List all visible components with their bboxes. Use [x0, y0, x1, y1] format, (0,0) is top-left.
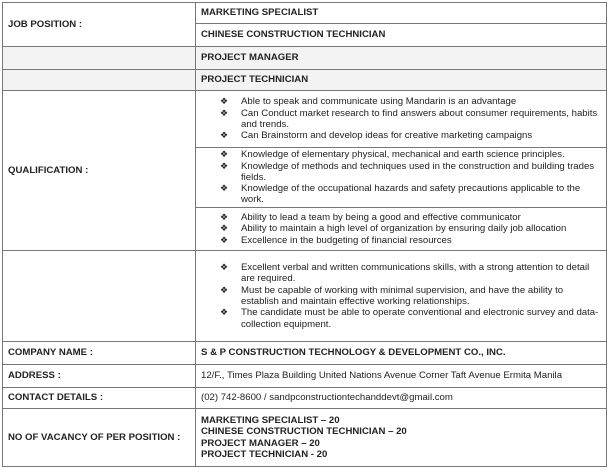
job-posting-table — [2, 2, 607, 467]
empty-label-cell — [3, 251, 196, 342]
qualification-label: QUALIFICATION : — [3, 91, 196, 251]
position-project-manager: PROJECT MANAGER — [196, 47, 607, 70]
qualification-group-2 — [196, 148, 607, 208]
diamond-bullet-icon: ❖ — [220, 234, 229, 245]
qualification-item: ❖ Can Conduct market research to find answers about consumer requirements, habits and trends. — [220, 107, 598, 130]
position-chinese-construction-technician: CHINESE CONSTRUCTION TECHNICIAN — [196, 24, 607, 47]
diamond-bullet-icon: ❖ — [220, 107, 229, 118]
diamond-bullet-icon: ❖ — [220, 96, 229, 107]
address-value: 12/F., Times Plaza Building United Nations Avenue Corner Taft Avenue Ermita Manila — [196, 365, 607, 388]
qualification-group-4 — [196, 251, 607, 342]
diamond-bullet-icon: ❖ — [220, 212, 229, 223]
company-name-value: S & P CONSTRUCTION TECHNOLOGY & DEVELOPMENT CO., INC. — [196, 342, 607, 365]
qualification-item: ❖ Knowledge of the occupational hazards and safety precautions applicable to the work. — [220, 183, 581, 206]
empty-label-cell — [3, 47, 196, 70]
address-label: ADDRESS : — [3, 365, 196, 388]
qualification-item: ❖ Ability to lead a team by being a good and effective communicator — [220, 212, 521, 224]
diamond-bullet-icon: ❖ — [220, 262, 229, 273]
job-position-label: JOB POSITION : — [3, 3, 196, 47]
vacancy-list — [196, 409, 607, 467]
qualification-item: ❖ Knowledge of methods and techniques used in the construction and building trades fields. — [220, 160, 595, 183]
vacancy-line: CHINESE CONSTRUCTION TECHNICIAN – 20 — [201, 426, 407, 438]
vacancy-label: NO OF VACANCY OF PER POSITION : — [3, 409, 196, 467]
position-project-technician: PROJECT TECHNICIAN — [196, 70, 607, 91]
company-name-label: COMPANY NAME : — [3, 342, 196, 365]
vacancy-line: PROJECT MANAGER – 20 — [201, 437, 320, 449]
qualification-group-3 — [196, 208, 607, 251]
empty-label-cell — [3, 70, 196, 91]
qualification-item: ❖ Excellent verbal and written communications skills, with a strong attention to detail are required. — [220, 262, 590, 285]
contact-details-value: (02) 742-8600 / sandpconstructiontechanddevt@gmail.com — [196, 388, 607, 409]
diamond-bullet-icon: ❖ — [220, 284, 229, 295]
diamond-bullet-icon: ❖ — [220, 223, 229, 234]
vacancy-line: PROJECT TECHNICIAN - 20 — [201, 448, 328, 460]
diamond-bullet-icon: ❖ — [220, 307, 229, 318]
qualification-item: ❖ Excellence in the budgeting of financial resources — [220, 234, 452, 246]
qualification-item: ❖ The candidate must be able to operate conventional and electronic survey and data-collection equipment. — [220, 307, 599, 330]
diamond-bullet-icon: ❖ — [220, 183, 229, 194]
qualification-item: ❖ Knowledge of elementary physical, mechanical and earth science principles. — [220, 149, 565, 161]
qualification-item: ❖ Ability to maintain a high level of organization by ensuring daily job allocation — [220, 223, 567, 235]
vacancy-line: MARKETING SPECIALIST – 20 — [201, 414, 340, 426]
qualification-item: ❖ Can Brainstorm and develop ideas for creative marketing campaigns — [220, 130, 533, 142]
contact-details-label: CONTACT DETAILS : — [3, 388, 196, 409]
qualification-item: ❖ Must be capable of working with minimal supervision, and have the ability to establish and maintain effective working relationships. — [220, 284, 564, 307]
diamond-bullet-icon: ❖ — [220, 160, 229, 171]
diamond-bullet-icon: ❖ — [220, 149, 229, 160]
diamond-bullet-icon: ❖ — [220, 130, 229, 141]
qualification-item: ❖ Able to speak and communicate using Mandarin is an advantage — [220, 96, 517, 108]
position-marketing-specialist: MARKETING SPECIALIST — [196, 3, 607, 24]
qualification-group-1 — [196, 91, 607, 148]
